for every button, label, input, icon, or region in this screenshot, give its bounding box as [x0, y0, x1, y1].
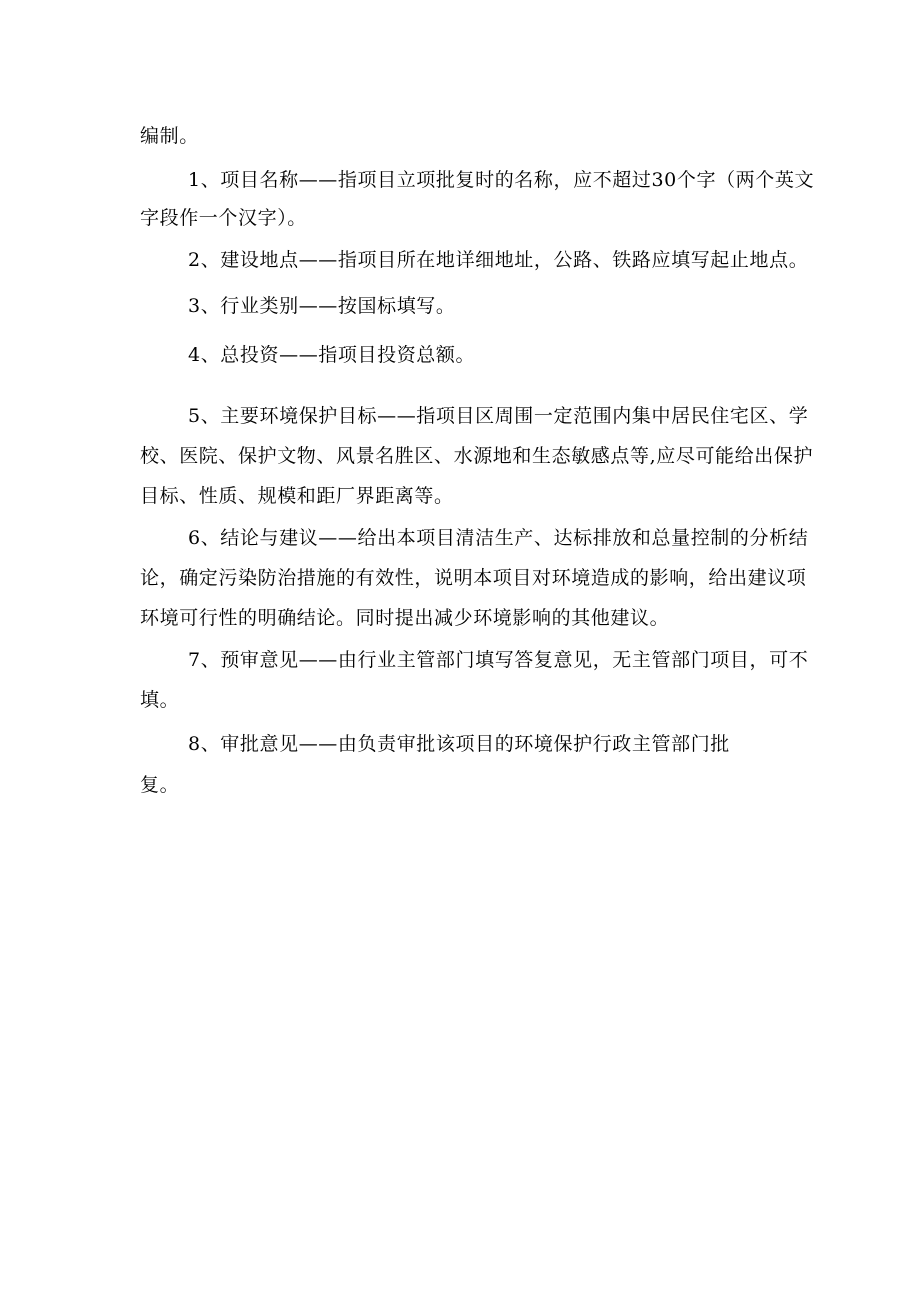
item-1-line-2: 字段作一个汉字）。	[140, 207, 307, 229]
intro-tail-text: 编制。	[140, 125, 199, 147]
item-8-line-1: 8、审批意见——由负责审批该项目的环境保护行政主管部门批	[188, 733, 730, 755]
item-5-line-2: 校、医院、保护文物、风景名胜区、水源地和生态敏感点等,应尽可能给出保护	[140, 445, 814, 467]
item-6-line-2: 论，确定污染防治措施的有效性，说明本项目对环境造成的影响，给出建议项	[140, 567, 807, 589]
item-5-line-1: 5、主要环境保护目标——指项目区周围一定范围内集中居民住宅区、学	[188, 405, 809, 427]
item-4-line-1: 4、总投资——指项目投资总额。	[188, 344, 476, 366]
item-5-line-3: 目标、性质、规模和距厂界距离等。	[140, 485, 454, 507]
item-1-line-1: 1、项目名称——指项目立项批复时的名称，应不超过30个字（两个英文	[188, 169, 815, 191]
item-7-line-2: 填。	[140, 689, 180, 711]
item-2-line-1: 2、建设地点——指项目所在地详细地址，公路、铁路应填写起止地点。	[188, 249, 809, 271]
item-8-line-2: 复。	[140, 774, 180, 796]
item-6-line-1: 6、结论与建议——给出本项目清洁生产、达标排放和总量控制的分析结	[188, 527, 809, 549]
item-7-line-1: 7、预审意见——由行业主管部门填写答复意见，无主管部门项目，可不	[188, 649, 809, 671]
item-3-line-1: 3、行业类别——按国标填写。	[188, 295, 456, 317]
item-6-line-3: 环境可行性的明确结论。同时提出减少环境影响的其他建议。	[140, 607, 670, 629]
